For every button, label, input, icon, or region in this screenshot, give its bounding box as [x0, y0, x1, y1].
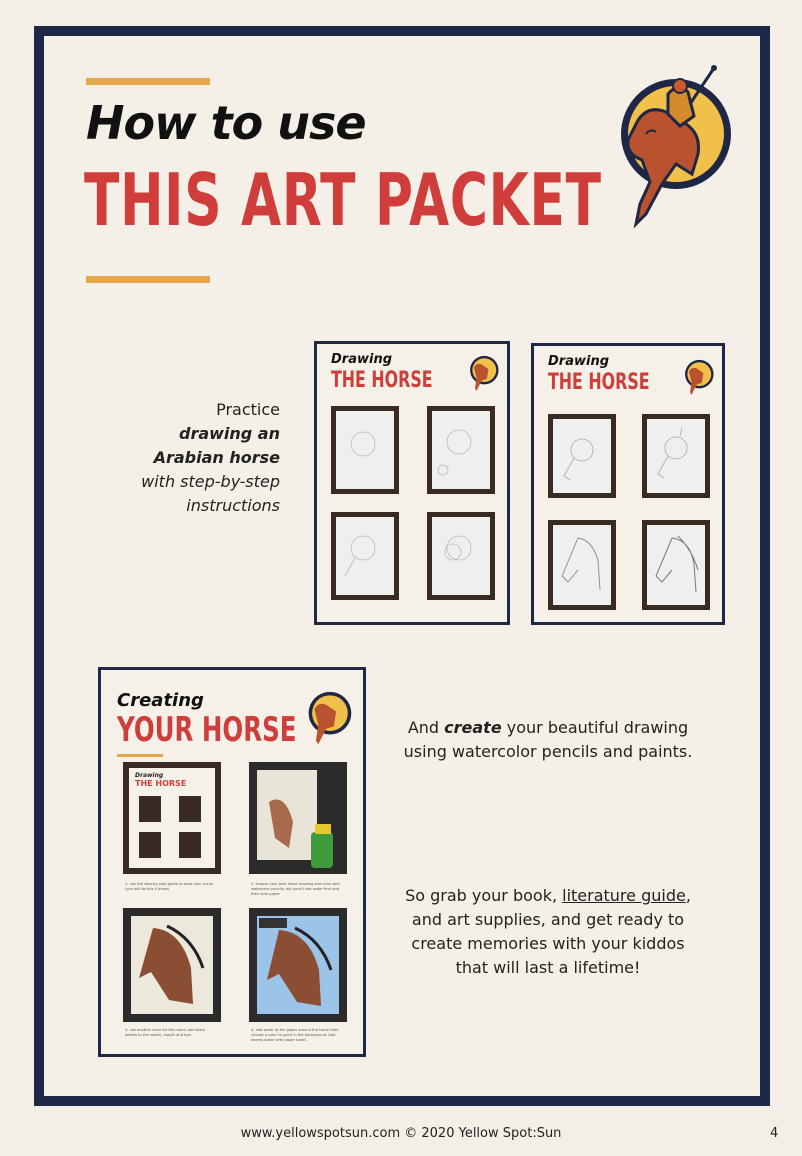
grab-line-2: and art supplies, and get ready to — [411, 910, 685, 929]
thumb2-step-1 — [548, 414, 616, 498]
practice-line-3: Arabian horse — [153, 448, 280, 467]
grab-line-1-a: So grab your book, — [405, 886, 563, 905]
thumb1-title-1: Drawing — [331, 352, 393, 367]
drawing-guide-thumbnail-2 — [531, 343, 725, 625]
thumb3-caption-4: 4. add water to the paper around the horse then choose a color to paint in the background; blot excess water with paper towel. — [251, 1028, 339, 1042]
grab-line-3: create memories with your kiddos — [411, 934, 685, 953]
creating-your-horse-thumbnail — [98, 667, 366, 1057]
thumb3-title-2: YOUR HORSE — [117, 710, 297, 750]
create-prefix: And — [407, 718, 445, 737]
thumb2-title-2: THE HORSE — [548, 370, 650, 395]
footer-text: www.yellowspotsun.com © 2020 Yellow Spot:Sun — [240, 1126, 562, 1141]
page-number: 4 — [770, 1126, 779, 1141]
create-text-block — [388, 716, 708, 764]
thumb3-step-4 — [249, 908, 347, 1022]
thumb2-step-4 — [642, 520, 710, 610]
thumb1-step-3 — [331, 512, 399, 600]
thumb1-step-4 — [427, 512, 495, 600]
literature-guide-link[interactable]: literature guide — [562, 886, 686, 905]
horse-jockey-logo-icon — [606, 64, 736, 234]
practice-line-2: drawing an — [178, 424, 280, 443]
title-line-2: THIS ART PACKET — [84, 158, 602, 242]
thumb1-logo-icon — [465, 352, 501, 396]
create-suffix: your beautiful drawing — [501, 718, 689, 737]
drawing-guide-thumbnail-1 — [314, 341, 510, 625]
thumb3-title-1: Creating — [117, 690, 204, 711]
thumb1-title-2: THE HORSE — [331, 368, 433, 393]
mini-title-1: Drawing — [135, 772, 164, 779]
thumb3-step-2 — [249, 762, 347, 874]
thumb2-title-1: Drawing — [548, 354, 610, 369]
thumb3-accent-bar — [117, 754, 163, 757]
thumb3-caption-3: 3. use another color for the mane; add black details to the nostril, mouth and eye. — [125, 1028, 206, 1037]
mini-title-2: THE HORSE — [135, 779, 187, 788]
accent-bar-top — [86, 78, 210, 85]
thumb2-step-3 — [548, 520, 616, 610]
thumb2-step-2 — [642, 414, 710, 498]
create-emphasis: create — [444, 718, 502, 737]
practice-line-4: with step-by-step — [141, 472, 280, 491]
thumb3-logo-icon — [301, 686, 355, 752]
thumb3-step-3 — [123, 908, 221, 1022]
thumb2-logo-icon — [680, 356, 716, 400]
thumb1-step-2 — [427, 406, 495, 494]
title-line-1: How to use — [86, 96, 366, 150]
practice-line-1: Practice — [216, 400, 280, 419]
thumb1-step-1 — [331, 406, 399, 494]
grab-line-4: that will last a lifetime! — [455, 958, 641, 977]
thumb3-step-1 — [123, 762, 221, 874]
practice-line-5: instructions — [186, 496, 280, 515]
grab-text-block — [378, 884, 718, 980]
create-line-2: using watercolor pencils and paints. — [403, 742, 693, 761]
thumb3-caption-1: 1. use the step-by-step guide to draw your horse (you will do this 4 times) — [125, 882, 213, 891]
practice-text-block — [120, 398, 280, 518]
grab-line-1-b: , — [685, 886, 691, 905]
accent-bar-bottom — [86, 276, 210, 283]
thumb3-caption-2: 2. choose your best horse drawing and color with watercolor pencils; dip pencil into water first and then onto paper — [251, 882, 340, 896]
